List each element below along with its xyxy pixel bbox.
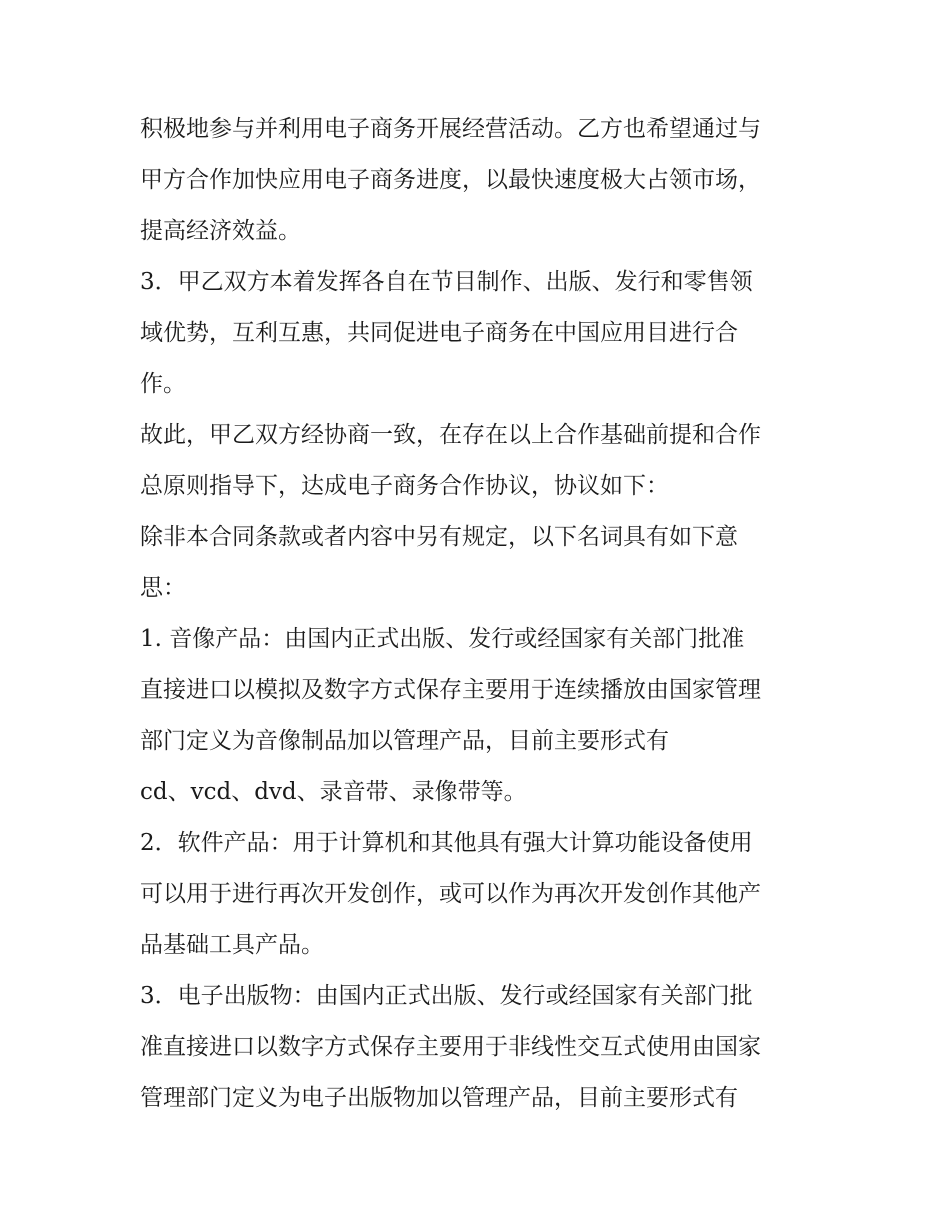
text-line: 管理部门定义为电子出版物加以管理产品，目前主要形式有 (140, 1085, 738, 1111)
text-line: 部门定义为音像制品加以管理产品，目前主要形式有 (140, 728, 669, 754)
text-line: 除非本合同条款或者内容中另有规定，以下名词具有如下意 (140, 524, 738, 550)
text-line: 提高经济效益。 (140, 218, 301, 244)
text-line: 直接进口以模拟及数字方式保存主要用于连续播放由国家管理 (140, 677, 761, 703)
text-line: 作。 (140, 371, 186, 397)
text-line: 3．电子出版物：由国内正式出版、发行或经国家有关部门批 (140, 983, 753, 1009)
text-line: 域优势，互利互惠，共同促进电子商务在中国应用目进行合 (140, 320, 738, 346)
document-body (140, 104, 815, 1124)
text-line: 准直接进口以数字方式保存主要用于非线性交互式使用由国家 (140, 1034, 761, 1060)
text-line: 2．软件产品：用于计算机和其他具有强大计算功能设备使用 (140, 830, 753, 856)
text-line: 故此，甲乙双方经协商一致，在存在以上合作基础前提和合作 (140, 422, 761, 448)
text-line: 可以用于进行再次开发创作，或可以作为再次开发创作其他产 (140, 881, 761, 907)
text-line: 甲方合作加快应用电子商务进度，以最快速度极大占领市场， (140, 167, 761, 193)
text-line: 总原则指导下，达成电子商务合作协议，协议如下： (140, 473, 669, 499)
text-line: 3．甲乙双方本着发挥各自在节目制作、出版、发行和零售领 (140, 269, 753, 295)
text-line: 1. 音像产品：由国内正式出版、发行或经国家有关部门批准 (140, 626, 745, 652)
text-line: 品基础工具产品。 (140, 932, 324, 958)
text-line: 思： (140, 575, 186, 601)
text-line: cd、vcd、dvd、录音带、录像带等。 (140, 779, 527, 805)
text-line: 积极地参与并利用电子商务开展经营活动。乙方也希望通过与 (140, 116, 761, 142)
